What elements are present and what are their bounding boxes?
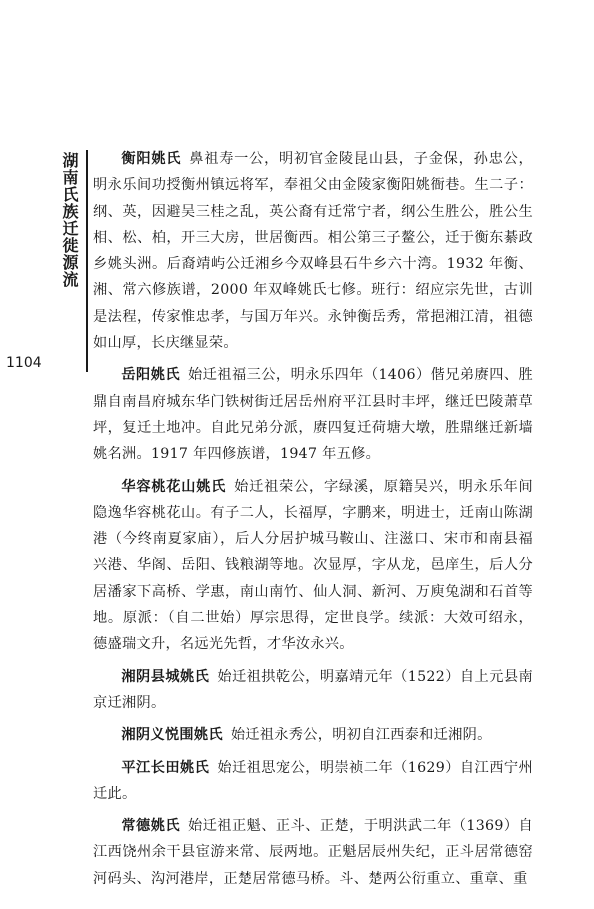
entry-heading: 岳阳姚氏 [121, 367, 180, 384]
entry-text: 始迁祖思宠公，明崇祯二年（1629）自江西宁州迁此。 [93, 759, 533, 802]
entry-huarong [93, 474, 533, 658]
entry-text: 始迁祖永秀公，明初自江西泰和迁湘阴。 [230, 727, 492, 744]
side-rule [86, 150, 88, 372]
entry-heading: 华容桃花山姚氏 [121, 478, 227, 495]
entry-pingjiang [93, 755, 533, 808]
entry-heading: 湘阴县城姚氏 [121, 668, 210, 685]
side-title: 湖南氏族迁徙源流 [60, 152, 79, 288]
entry-heading: 平江长田姚氏 [121, 759, 210, 776]
entry-heading: 衡阳姚氏 [121, 151, 182, 167]
entry-yueyang [93, 362, 533, 467]
entry-heading: 湘阴义悦围姚氏 [121, 727, 223, 744]
entry-text: 始迁祖拱乾公，明嘉靖元年（1522）自上元县南京迁湘阴。 [93, 668, 533, 711]
entry-xiangyin-yiyuewei [93, 722, 533, 748]
entry-text: 鼻祖寿一公，明初官金陵昆山县，子金保，孙忠公，明永乐间功授衡州镇远将军，奉祖父由金陵家衡阳姚衙巷。生二子：纲、英，因避吴三桂之乱，英公裔有迁常宁者，纲公生胜公，胜公生相、松、柏，开三大房，世居衡西。相公第三子鳌公，迁于衡东綦政乡姚头洲。后裔靖屿公迁湘乡今双峰县石牛乡六十湾。1932 年衡、湘、常六修族谱，2000 年双峰姚氏七修。班行：绍应宗先世，古训是法程，传家惟忠孝，与国万年兴。永钟衡岳秀，常挹湘江清，祖德如山厚，长庆继显荣。 [93, 151, 534, 352]
entry-xiangyin-city [93, 664, 533, 717]
entry-changde [93, 813, 533, 892]
page-content [93, 146, 533, 898]
entry-heading: 常德姚氏 [121, 818, 180, 835]
entry-text: 始迁祖正魁、正斗、正楚，于明洪武二年（1369）自江西饶州余干县宦游来常、辰两地。正魁居辰州失纪，正斗居常德窑河码头、沟河港岸，正楚居常德马桥。斗、楚两公衍重立、重章、重 [93, 818, 533, 887]
entry-hengyang [93, 146, 533, 356]
entry-text: 始迁祖福三公，明永乐四年（1406）偕兄弟赓四、胜鼎自南昌府城东华门铁树街迁居岳州府平江县时丰坪，继迁巴陵萧草坪，复迁土地冲。自此兄弟分派，赓四复迁荷塘大墩，胜鼎继迁新墙姚名洲。1917 年四修族谱，1947 年五修。 [93, 367, 533, 463]
page-number: 1104 [6, 355, 42, 371]
entry-text: 始迁祖荣公，字绿溪，原籍吴兴，明永乐年间隐逸华容桃花山。有子二人，长福厚，字鹏来，明进士，迁南山陈湖港（今终南夏家庙），后人分居护城马鞍山、注滋口、宋市和南县福兴港、华阁、岳阳、钱粮湖等地。次显厚，字从龙，邑庠生，后人分居潘家下高桥、学惠，南山南竹、仙人洞、新河、万庾兔湖和石首等地。原派：（自二世始）厚宗思得，定世良学。续派：大效可绍永，德盛瑞文升，名远光先哲，才华汝永兴。 [93, 478, 533, 653]
